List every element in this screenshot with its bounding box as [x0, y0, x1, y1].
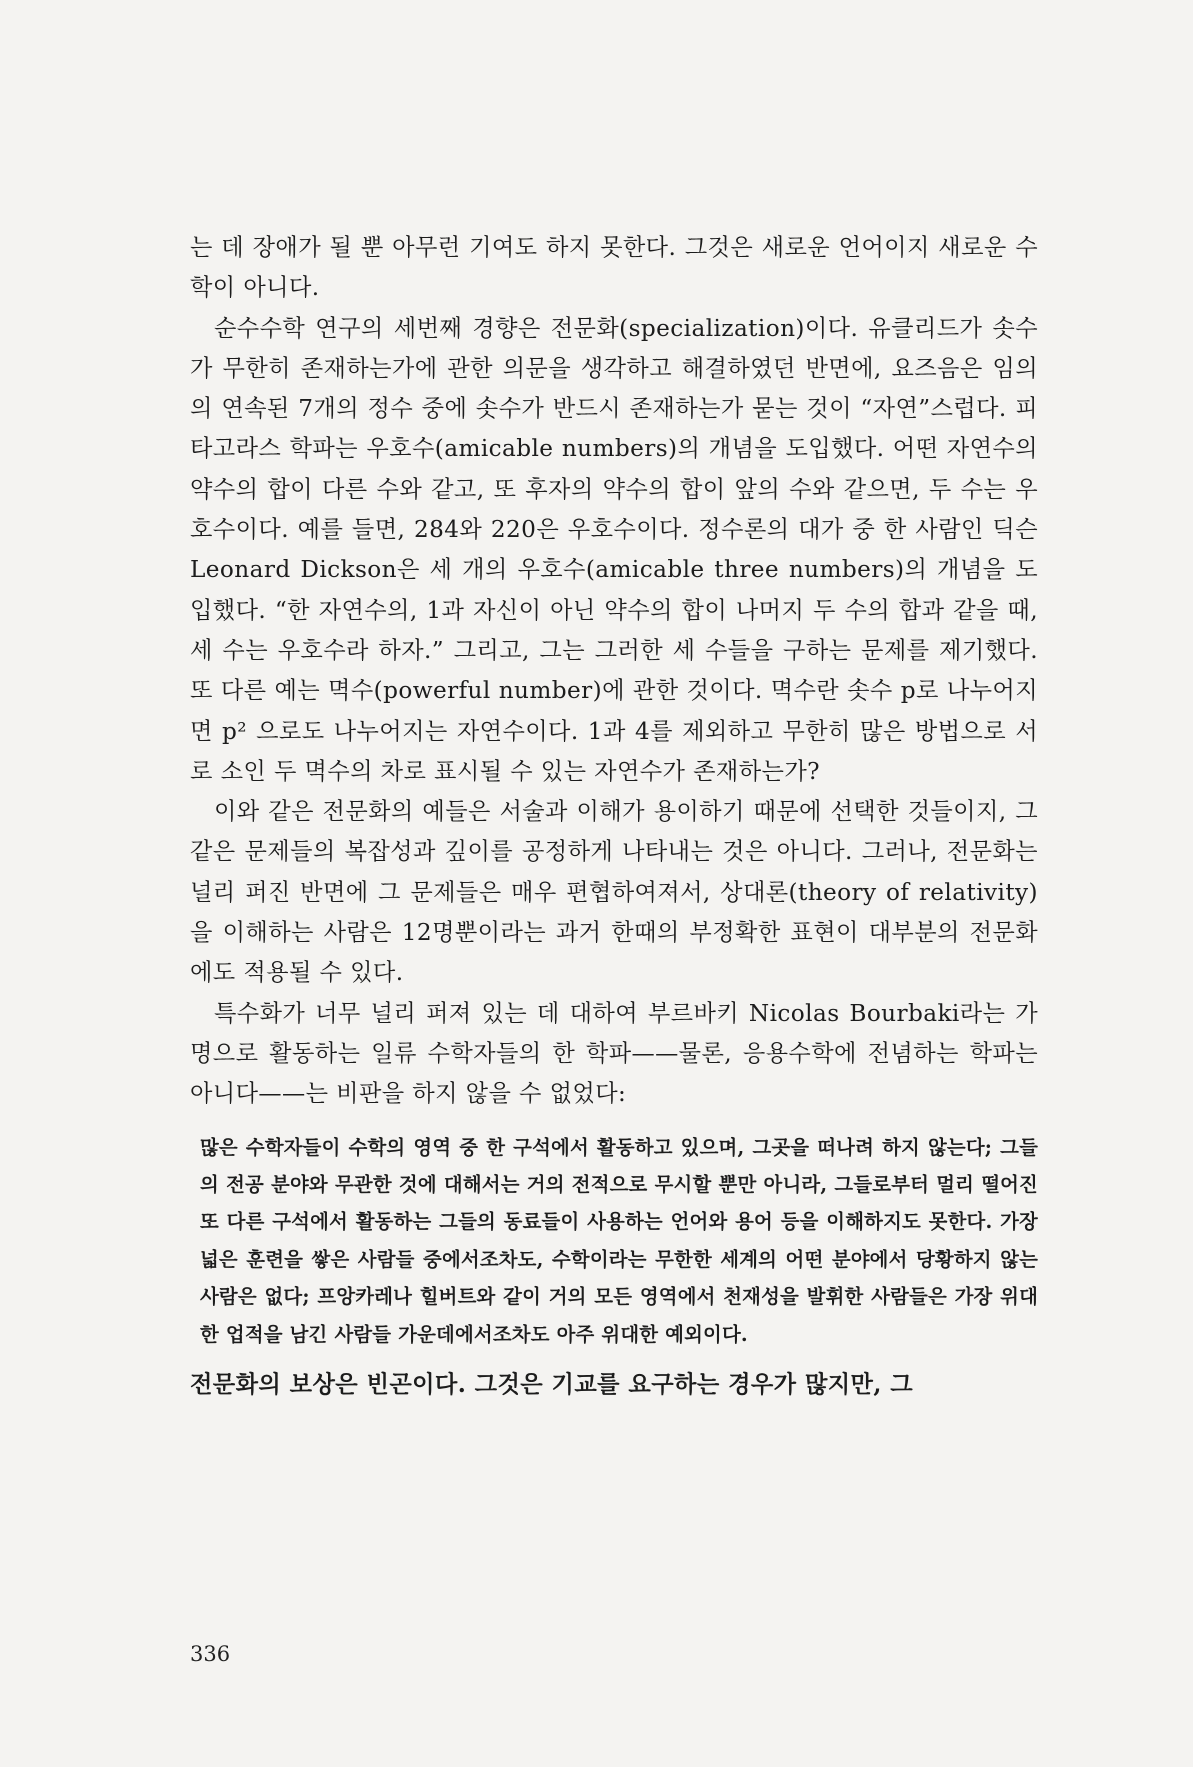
page-number: 336: [190, 1642, 231, 1666]
paragraph-bourbaki: 특수화가 너무 널리 퍼져 있는 데 대하여 부르바키 Nicolas Bourbaki라는 가명으로 활동하는 일류 수학자들의 한 학파——물론, 응용수학에 전념하는 학파는 아니다——는 비판을 하지 않을 수 없었다:: [190, 999, 1038, 1108]
paragraph-examples: 이와 같은 전문화의 예들은 서술과 이해가 용이하기 때문에 선택한 것들이지, 그같은 문제들의 복잡성과 깊이를 공정하게 나타내는 것은 아니다. 그러나, 전문화는 널리 퍼진 반면에 그 문제들은 매우 편협하여져서, 상대론(theory of relativity)을 이해하는 사람은 12명뿐이라는 과거 한때의 부정확한 표현이 대부분의 전문화에도 적용될 수 있다.: [190, 798, 1038, 987]
paragraph-specialization: 순수수학 연구의 세번째 경향은 전문화(specialization)이다. 유클리드가 솟수가 무한히 존재하는가에 관한 의문을 생각하고 해결하였던 반면에, 요즈음은 임의의 연속된 7개의 정수 중에 솟수가 반드시 존재하는가 묻는 것이 “자연”스럽다. 피타고라스 학파는 우호수(amicable numbers)의 개념을 도입했다. 어떤 자연수의 약수의 합이 다른 수와 같고, 또 후자의 약수의 합이 앞의 수와 같으면, 두 수는 우호수이다. 예를 들면, 284와 220은 우호수이다. 정수론의 대가 중 한 사람인 딕슨 Leonard Dickson은 세 개의 우호수(amicable three numbers)의 개념을 도입했다. “한 자연수의, 1과 자신이 아닌 약수의 합이 나머지 두 수의 합과 같을 때, 세 수는 우호수라 하자.” 그리고, 그는 그러한 세 수들을 구하는 문제를 제기했다. 또 다른 예는 멱수(powerful number)에 관한 것이다. 멱수란 솟수 p로 나누어지면 p² 으로도 나누어지는 자연수이다. 1과 4를 제외하고 무한히 많은 방법으로 서로 소인 두 멱수의 차로 표시될 수 있는 자연수가 존재하는가?: [190, 314, 1038, 785]
block-quote: 많은 수학자들이 수학의 영역 중 한 구석에서 활동하고 있으며, 그곳을 떠나려 하지 않는다; 그들의 전공 분야와 무관한 것에 대해서는 거의 전적으로 무시할 뿐만 아니라, 그들로부터 멀리 떨어진 또 다른 구석에서 활동하는 그들의 동료들이 사용하는 언어와 용어 등을 이해하지도 못한다. 가장 넓은 훈련을 쌓은 사람들 중에서조차도, 수학이라는 무한한 세계의 어떤 분야에서 당황하지 않는 사람은 없다; 프앙카레나 힐버트와 같이 거의 모든 영역에서 천재성을 발휘한 사람들은 가장 위대한 업적을 남긴 사람들 가운데에서조차도 아주 위대한 예외이다.: [200, 1135, 1038, 1346]
paragraph-closing: 전문화의 보상은 빈곤이다. 그것은 기교를 요구하는 경우가 많지만, 그: [190, 1370, 914, 1398]
page-body: [190, 228, 1038, 1405]
paragraph-continuation: 는 데 장애가 될 뿐 아무런 기여도 하지 못한다. 그것은 새로운 언어이지 새로운 수학이 아니다.: [190, 234, 1038, 302]
